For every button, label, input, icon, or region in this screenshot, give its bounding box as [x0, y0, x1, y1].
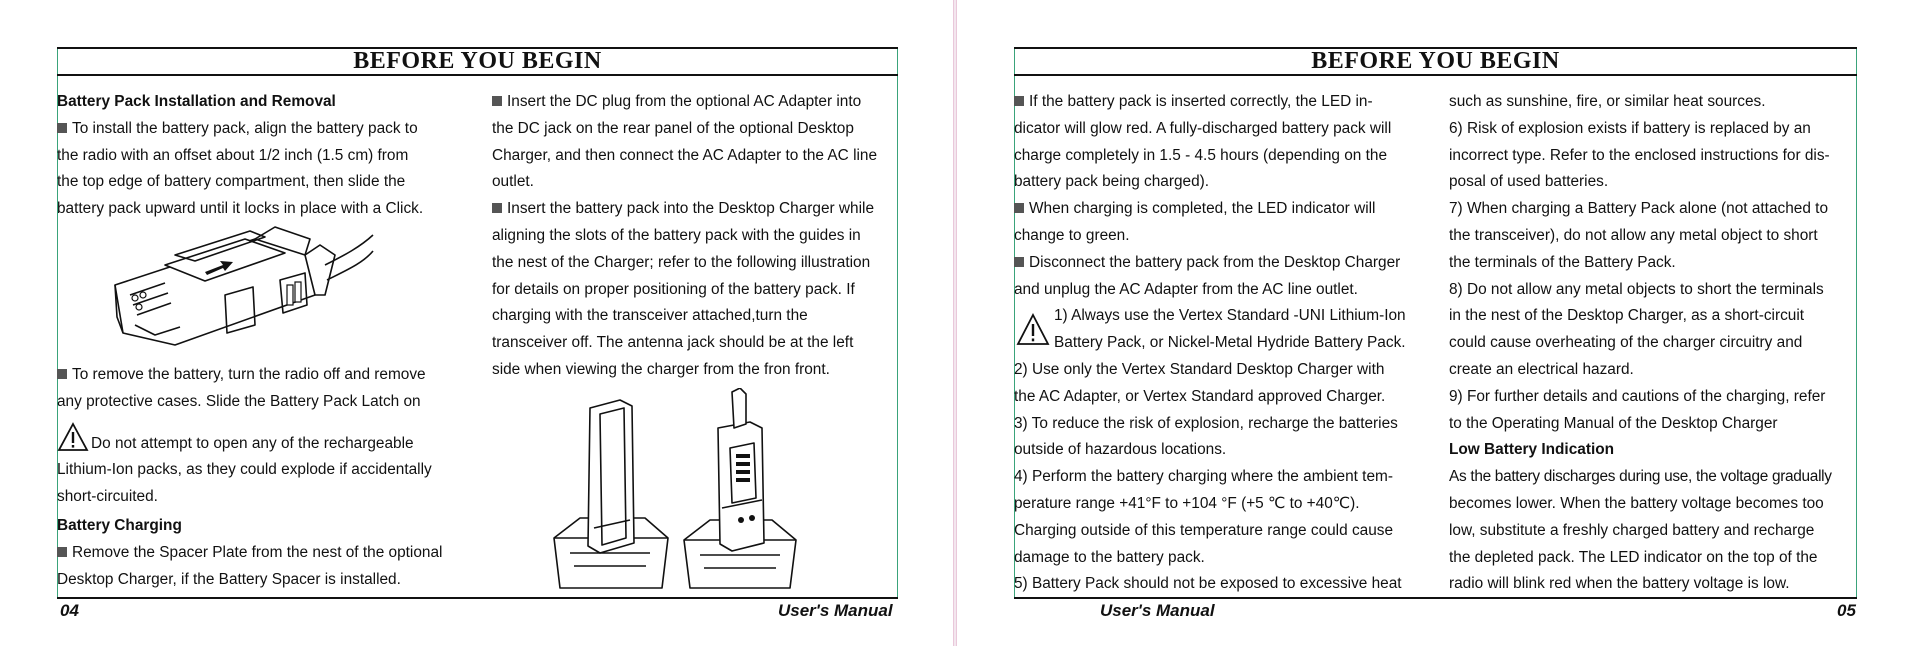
bullet-square-icon — [57, 369, 67, 379]
insert-line-5: charging with the transceiver attached,turn the — [492, 307, 808, 325]
right-page-title-bar — [1014, 47, 1857, 76]
desktop-charger-illustration — [550, 388, 810, 593]
low-battery-line-2: becomes lower. When the battery voltage becomes too — [1449, 494, 1824, 512]
insert-line-7: side when viewing the charger from the fron front. — [492, 360, 830, 378]
cont-line-11: create an electrical hazard. — [1449, 360, 1634, 378]
led-line-4: battery pack being charged). — [1014, 173, 1210, 191]
caution-block — [1014, 303, 1406, 357]
warning-line-3: short-circuited. — [57, 488, 158, 506]
cont-line-10: could cause overheating of the charger circuitry and — [1449, 334, 1803, 352]
left-page-number: 04 — [60, 601, 79, 620]
led-line-3: charge completely in 1.5 - 4.5 hours (depending on the — [1014, 146, 1388, 164]
left-page-title: BEFORE YOU BEGIN — [353, 48, 602, 74]
low-battery-line-3: low, substitute a freshly charged battery and recharge — [1449, 521, 1815, 539]
warning-triangle-icon — [1016, 313, 1050, 347]
charging-line-2: Desktop Charger, if the Battery Spacer is installed. — [57, 570, 401, 588]
low-battery-heading: Low Battery Indication — [1449, 441, 1615, 459]
warning-triangle-icon — [57, 422, 89, 452]
dc-line-2: the DC jack on the rear panel of the optional Desktop — [492, 119, 854, 137]
insert-line-1: Insert the battery pack into the Desktop Charger while — [492, 196, 877, 223]
numbered-line-5: 4) Perform the battery charging where the ambient tem- — [1014, 468, 1393, 486]
cont-line-4: posal of used batteries. — [1449, 173, 1609, 191]
numbered-line-7: Charging outside of this temperature range could cause — [1014, 521, 1394, 539]
complete-line-2: change to green. — [1014, 226, 1130, 244]
cont-line-5: 7) When charging a Battery Pack alone (not attached to — [1449, 200, 1829, 218]
bullet-square-icon — [492, 96, 502, 106]
install-line-3: the top edge of battery compartment, then slide the — [57, 173, 406, 191]
install-line-2: the radio with an offset about 1/2 inch (1.5 cm) from — [57, 146, 409, 164]
remove-line-1: To remove the battery, turn the radio off and remove — [57, 362, 442, 389]
numbered-line-9: 5) Battery Pack should not be exposed to excessive heat — [1014, 575, 1402, 593]
cont-line-2: 6) Risk of explosion exists if battery is replaced by an — [1449, 119, 1811, 137]
left-page-title-bar — [57, 47, 898, 76]
charging-line-1: Remove the Spacer Plate from the nest of the optional — [57, 540, 442, 567]
low-battery-line-5: radio will blink red when the battery voltage is low. — [1449, 575, 1790, 593]
bullet-square-icon — [1014, 203, 1024, 213]
bullet-square-icon — [492, 203, 502, 213]
charging-heading: Battery Charging — [57, 516, 182, 534]
left-page-bottom-rule — [57, 597, 898, 599]
numbered-line-3: 3) To reduce the risk of explosion, recharge the batteries — [1014, 414, 1398, 432]
cont-line-7: the terminals of the Battery Pack. — [1449, 253, 1676, 271]
numbered-line-6: perature range +41°F to +104 °F (+5 ℃ to +40℃). — [1014, 494, 1360, 512]
bullet-square-icon — [1014, 257, 1024, 267]
bullet-square-icon — [1014, 96, 1024, 106]
numbered-line-2: the AC Adapter, or Vertex Standard approved Charger. — [1014, 387, 1386, 405]
dc-line-4: outlet. — [492, 173, 534, 191]
insert-line-2: aligning the slots of the battery pack with the guides in — [492, 226, 861, 244]
right-page — [957, 0, 1911, 646]
caution-line-2: Battery Pack, or Nickel-Metal Hydride Battery Pack. — [1054, 334, 1406, 352]
right-footer-label: User's Manual — [1100, 601, 1215, 620]
led-line-2: dicator will glow red. A fully-discharged battery pack will — [1014, 119, 1392, 137]
cont-line-13: to the Operating Manual of the Desktop Charger — [1449, 414, 1778, 432]
cont-line-6: the transceiver), do not allow any metal object to short — [1449, 226, 1818, 244]
caution-line-1: 1) Always use the Vertex Standard -UNI Lithium-Ion — [1054, 307, 1406, 325]
numbered-line-1: 2) Use only the Vertex Standard Desktop Charger with — [1014, 360, 1385, 378]
dc-line-1: Insert the DC plug from the optional AC Adapter into — [492, 89, 877, 116]
dc-line-3: Charger, and then connect the AC Adapter to the AC line — [492, 146, 878, 164]
insert-line-6: transceiver off. The antenna jack should be at the left — [492, 334, 854, 352]
disconnect-line-1: Disconnect the battery pack from the Desktop Charger — [1014, 250, 1406, 277]
insert-line-4: for details on proper positioning of the battery pack. If — [492, 280, 855, 298]
complete-line-1: When charging is completed, the LED indicator will — [1014, 196, 1406, 223]
insert-line-3: the nest of the Charger; refer to the following illustration — [492, 253, 871, 271]
left-col-1 — [57, 89, 423, 223]
numbered-line-4: outside of hazardous locations. — [1014, 441, 1227, 459]
install-line-4: battery pack upward until it locks in place with a Click. — [57, 200, 424, 218]
right-page-title: BEFORE YOU BEGIN — [1311, 48, 1560, 74]
low-battery-line-1: As the battery discharges during use, the voltage gradually — [1449, 468, 1832, 486]
cont-line-8: 8) Do not allow any metal objects to short the terminals — [1449, 280, 1824, 298]
bullet-square-icon — [57, 547, 67, 557]
warning-line-2: Lithium-Ion packs, as they could explode if accidentally — [57, 461, 432, 479]
numbered-line-8: damage to the battery pack. — [1014, 548, 1205, 566]
right-page-bottom-rule — [1014, 597, 1857, 599]
remove-line-2: any protective cases. Slide the Battery Pack Latch on — [57, 392, 421, 410]
right-col-2 — [1449, 89, 1832, 598]
low-battery-line-4: the depleted pack. The LED indicator on the top of the — [1449, 548, 1818, 566]
warning-line-1: Do not attempt to open any of the rechargeable — [57, 422, 442, 458]
right-col-1 — [1014, 89, 1406, 598]
left-col-1-lower — [57, 362, 442, 593]
left-footer-label: User's Manual — [778, 601, 893, 620]
install-line-1: To install the battery pack, align the battery pack to — [57, 116, 423, 143]
left-col-2 — [492, 89, 877, 384]
bullet-square-icon — [57, 123, 67, 133]
install-heading: Battery Pack Installation and Removal — [57, 93, 336, 110]
cont-line-12: 9) For further details and cautions of the charging, refer — [1449, 387, 1826, 405]
cont-line-1: such as sunshine, fire, or similar heat sources. — [1449, 93, 1766, 110]
disconnect-line-2: and unplug the AC Adapter from the AC line outlet. — [1014, 280, 1358, 298]
left-page — [0, 0, 955, 646]
radio-battery-illustration — [105, 225, 375, 355]
cont-line-9: in the nest of the Desktop Charger, as a short-circuit — [1449, 307, 1805, 325]
cont-line-3: incorrect type. Refer to the enclosed instructions for dis- — [1449, 146, 1830, 164]
right-page-number: 05 — [1837, 601, 1856, 620]
led-line-1: If the battery pack is inserted correctly, the LED in- — [1014, 89, 1406, 116]
